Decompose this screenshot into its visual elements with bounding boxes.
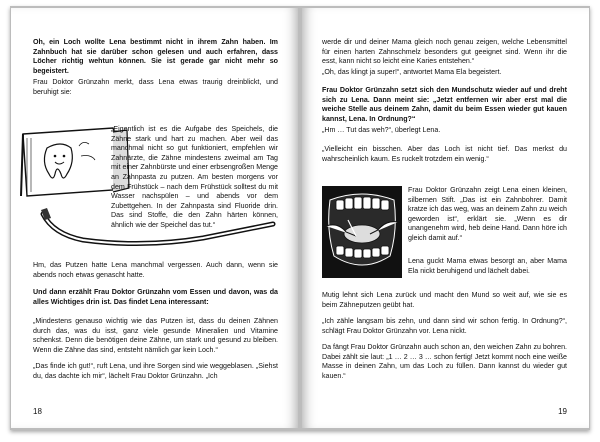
left-page — [11, 8, 298, 428]
page-number-right: 19 — [558, 407, 567, 416]
paragraph-1: Frau Doktor Grünzahn merkt, dass Lena etwas traurig dreinblickt, und beruhigt sie: — [33, 78, 278, 96]
paragraph-1: werde dir und deiner Mama gleich noch genau zeigen, welche Lebensmittel für einen harten Zahnschmelz besonders gut geeignet sind. Wenn ihr die esst, kann nicht so leicht eine Karies entstehen.“ — [322, 38, 567, 66]
open-mouth-dentist-illustration — [322, 186, 402, 278]
page-number-left: 18 — [33, 407, 42, 416]
paragraph-4: „Hm … Tut das weh?“, überlegt Lena. — [322, 126, 441, 134]
paragraph-10: Da fängt Frau Doktor Grünzahn auch schon an, den weichen Zahn zu bohren. Dabei zählt sie laut: „1 … 2 … 3 … schon fertig! Jetzt kommt noch eine weiße Masse in deinen Zahn, um das Loch zu füllen. Dann kannst du wieder gut kauen.“ — [322, 343, 567, 380]
toothbrush-illustration — [35, 208, 285, 250]
paragraph-5: „Vielleicht ein bisschen. Aber das Loch ist nicht tief. Das merkst du wahrscheinlich kaum. Es ruckelt trotzdem ein wenig.“ — [322, 145, 567, 163]
paragraph-2: „Oh, das klingt ja super!“, antwortet Mama Ela begeistert. — [322, 68, 502, 76]
paragraph-8: Mutig lehnt sich Lena zurück und macht den Mund so weit auf, wie sie es beim Zähneputzen geübt hat. — [322, 291, 567, 309]
paragraph-3: Frau Doktor Grünzahn setzt sich den Mundschutz wieder auf und dreht sich zu Lena. Dann meint sie: „Jetzt entfernen wir aber erst mal die weiche Stelle aus deinem Zahn, damit du beim Essen wieder gut kauen kannst, Lena. In Ordnung?“ — [322, 86, 567, 123]
quote-paragraph: „Eigentlich ist es die Aufgabe des Speichels, die Zähne stark und hart zu machen. Aber weil das manchmal nicht so gut funktioniert, empfehlen wir Zahnärzte, die Zähne mindestens zweimal am Tag mit einer Zahnbürste und einer erbsengroßen Menge an Zahnpasta zu putzen. Am besten morgens vor dem Frühstück – nach dem Frühstück solltest du mit Wasser nachspülen – und abends vor dem Zubettgehen. In der Zahnpasta sind Fluoride drin. Das sind Stoffe, die den Zahn härten können, ähnlich wie der Speichel das tut.“ — [111, 125, 278, 229]
right-page — [302, 8, 589, 428]
paragraph-9: „Ich zähle langsam bis zehn, und dann sind wir schon fertig. In Ordnung?“, schlägt Frau Doktor Grünzahn vor. Lena nickt. — [322, 317, 567, 335]
intro-paragraph: Oh, ein Loch wollte Lena bestimmt nicht in ihrem Zahn haben. Im Zahnbuch hat sie darüber schon gelesen und auch erfahren, dass Löcher richtig wehtun können. Sie ist gerade gar nicht mehr so begeistert. — [33, 38, 278, 75]
book-spread — [10, 6, 590, 430]
paragraph-3: Und dann erzählt Frau Doktor Grünzahn vom Essen und davon, was da alles Wichtiges drin ist. Das findet Lena interessant: — [33, 288, 278, 306]
paragraph-7: Lena guckt Mama etwas besorgt an, aber Mama Ela nickt beruhigend und lächelt dabei. — [408, 257, 567, 275]
paragraph-2: Hm, das Putzen hatte Lena manchmal vergessen. Auch dann, wenn sie abends noch etwas genascht hatte. — [33, 261, 278, 279]
paragraph-6: Frau Doktor Grünzahn zeigt Lena einen kleinen, silbernen Stift. „Das ist ein Zahnbohrer. Damit kratze ich das weg, was an deinem Zahn zu weich geworden ist“, erklärt sie. „Wenn es dir unangenehm wird, heb deine Hand. Dann höre ich gleich damit auf.“ — [408, 186, 567, 242]
paragraph-4: „Mindestens genauso wichtig wie das Putzen ist, dass du deinen Zähnen durch das, was du isst, ganz viele gesunde Mineralien und Vitamine schenkst. Denn die benötigen deine Zähne, um stark und gesund zu bleiben. Wenn die Zähne das sind, entsteht nämlich gar kein Loch.“ — [33, 317, 278, 354]
paragraph-5: „Das finde ich gut!“, ruft Lena, und ihre Sorgen sind wie weggeblasen. „Siehst du, das dachte ich mir“, lächelt Frau Doktor Grünzahn. „Ich — [33, 362, 278, 380]
